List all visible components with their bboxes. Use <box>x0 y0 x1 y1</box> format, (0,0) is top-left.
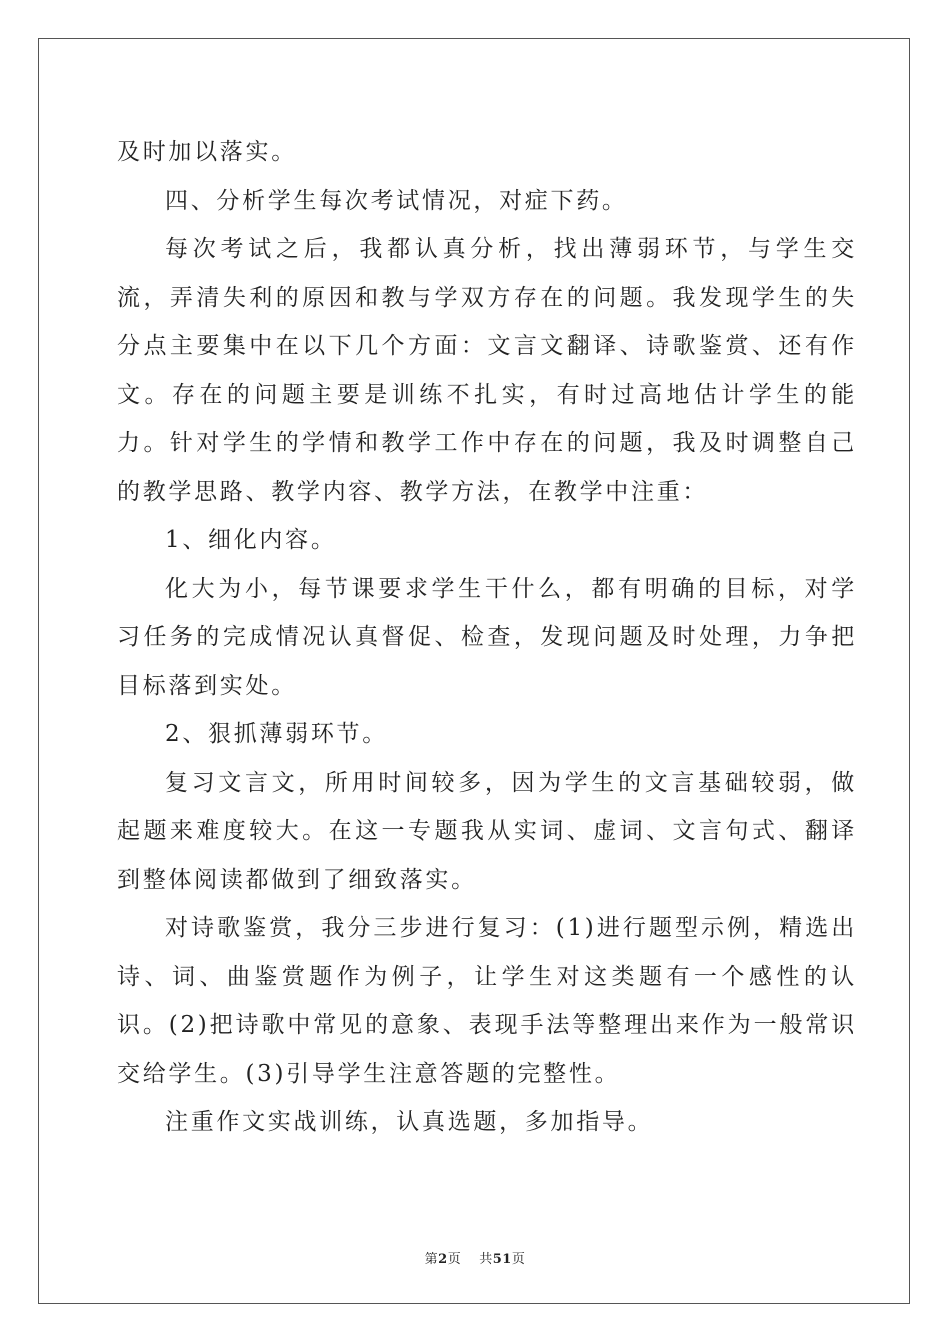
paragraph: 及时加以落实。 <box>117 139 297 165</box>
paragraph: 复习文言文，所用时间较多，因为学生的文言基础较弱，做起题来难度较大。在这一专题我从实词、虚词、文言句式、翻译到整体阅读都做到了细致落实。 <box>117 769 857 893</box>
paragraph: 注重作文实战训练，认真选题，多加指导。 <box>165 1109 654 1135</box>
total-suffix: 页 <box>511 1252 526 1267</box>
paragraph: 每次考试之后，我都认真分析，找出薄弱环节，与学生交流，弄清失利的原因和教与学双方存在的问题。我发现学生的失分点主要集中在以下几个方面：文言文翻译、诗歌鉴赏、还有作文。存在的问题主要是训练不扎实，有时过高地估计学生的能力。针对学生的学情和教学工作中存在的问题，我及时调整自己的教学思路、教学内容、教学方法，在教学中注重： <box>117 236 857 505</box>
total-pages: 51 <box>492 1252 512 1267</box>
page-number: 2 <box>438 1252 448 1267</box>
paragraph: 化大为小，每节课要求学生干什么，都有明确的目标，对学习任务的完成情况认真督促、检查，发现问题及时处理，力争把目标落到实处。 <box>117 575 857 699</box>
page-prefix: 第 <box>424 1252 439 1267</box>
subsection-heading: 1、细化内容。 <box>165 527 337 553</box>
page-suffix: 页 <box>447 1252 462 1267</box>
document-body <box>117 128 857 1147</box>
page-footer <box>0 1248 950 1267</box>
total-prefix: 共 <box>479 1252 493 1267</box>
subsection-heading: 2、狠抓薄弱环节。 <box>165 721 388 747</box>
paragraph: 对诗歌鉴赏，我分三步进行复习：(1)进行题型示例，精选出诗、词、曲鉴赏题作为例子，让学生对这类题有一个感性的认识。(2)把诗歌中常见的意象、表现手法等整理出来作为一般常识交给学生。(3)引导学生注意答题的完整性。 <box>117 915 857 1087</box>
section-heading: 四、分析学生每次考试情况，对症下药。 <box>165 187 628 214</box>
